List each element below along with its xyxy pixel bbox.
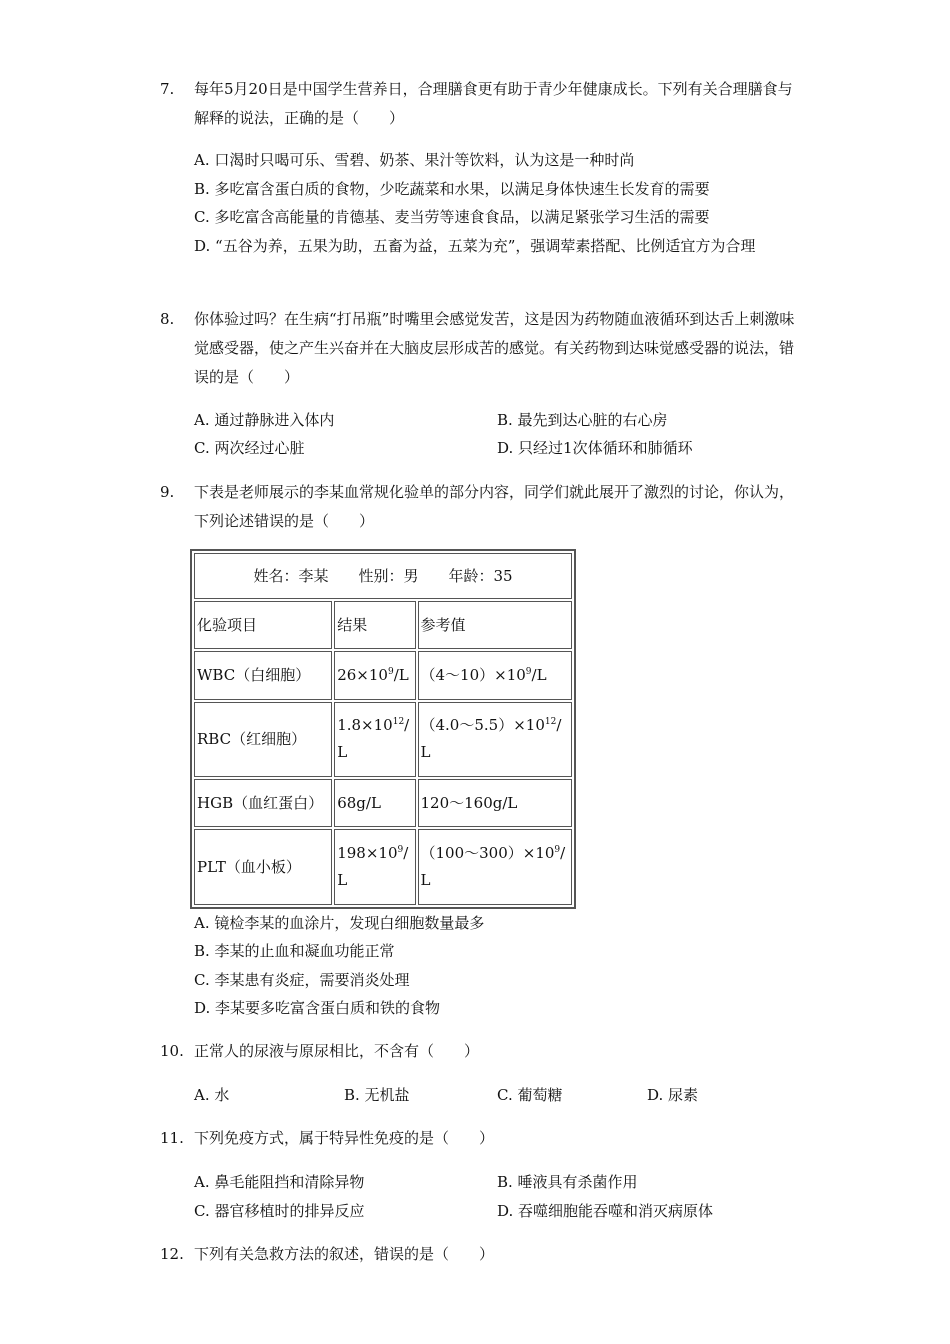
question-number: 10.	[160, 1042, 184, 1060]
column-header: 化验项目	[194, 601, 332, 649]
option-11c: C. 器官移植时的排异反应	[194, 1202, 365, 1220]
option-11b: B. 唾液具有杀菌作用	[497, 1173, 638, 1191]
blood-test-table	[190, 549, 576, 909]
option-10a: A. 水	[194, 1086, 230, 1104]
question-9	[160, 478, 800, 536]
option-8c: C. 两次经过心脏	[194, 439, 305, 457]
table-row	[194, 702, 572, 778]
test-result: $1.8\times 10^{12}/L$	[334, 702, 415, 778]
option-8b: B. 最先到达心脏的右心房	[497, 411, 668, 429]
table-header-row	[194, 553, 572, 599]
test-reference: 120～160g/L	[418, 779, 573, 827]
test-result: 68g/L	[334, 779, 415, 827]
question-7	[160, 75, 800, 133]
test-reference: $(100\sim 300)\times 10^9/L$	[418, 829, 573, 905]
option-7b: B. 多吃富含蛋白质的食物，少吃蔬菜和水果，以满足身体快速生长发育的需要	[194, 180, 710, 198]
option-7a: A. 口渴时只喝可乐、雪碧、奶茶、果汁等饮料，认为这是一种时尚	[194, 151, 635, 169]
table-row	[194, 651, 572, 699]
table-column-row	[194, 601, 572, 649]
patient-name: 姓名：李某	[253, 566, 329, 585]
option-11a: A. 鼻毛能阻挡和清除异物	[194, 1173, 365, 1191]
question-stem: 正常人的尿液与原尿相比，不含有（ ）	[194, 1042, 480, 1060]
option-8a: A. 通过静脉进入体内	[194, 411, 335, 429]
option-10c: C. 葡萄糖	[497, 1086, 563, 1104]
column-header: 参考值	[418, 601, 573, 649]
test-result: $198\times 10^9/L$	[334, 829, 415, 905]
option-9d: D. 李某要多吃富含蛋白质和铁的食物	[194, 999, 441, 1017]
option-9b: B. 李某的止血和凝血功能正常	[194, 942, 395, 960]
table-row	[194, 779, 572, 827]
column-header: 结果	[334, 601, 415, 649]
table-row	[194, 829, 572, 905]
question-stem: 下列有关急救方法的叙述，错误的是（ ）	[194, 1245, 495, 1263]
test-item: WBC（白细胞）	[194, 651, 332, 699]
test-item: HGB（血红蛋白）	[194, 779, 332, 827]
patient-gender: 性别：男	[358, 566, 419, 585]
question-10	[160, 1037, 800, 1066]
test-reference: $(4.0\sim 5.5)\times 10^{12}/L$	[418, 702, 573, 778]
option-8d: D. 只经过1次体循环和肺循环	[497, 439, 693, 457]
question-8	[160, 305, 800, 392]
test-reference: $(4\sim 10)\times 10^9/L$	[418, 651, 573, 699]
option-9c: C. 李某患有炎症，需要消炎处理	[194, 971, 410, 989]
test-item: RBC（红细胞）	[194, 702, 332, 778]
option-10d: D. 尿素	[647, 1086, 699, 1104]
question-number: 9.	[160, 483, 175, 501]
option-10b: B. 无机盐	[344, 1086, 410, 1104]
test-result: $26\times 10^9/L$	[334, 651, 415, 699]
question-stem: 每年5月20日是中国学生营养日，合理膳食更有助于青少年健康成长。下列有关合理膳食与解释的说法，正确的是（ ）	[194, 80, 793, 127]
question-12	[160, 1240, 800, 1269]
question-stem: 下表是老师展示的李某血常规化验单的部分内容，同学们就此展开了激烈的讨论，你认为，下列论述错误的是（ ）	[194, 483, 795, 530]
question-11	[160, 1124, 800, 1153]
question-number: 8.	[160, 310, 175, 328]
question-number: 12.	[160, 1245, 184, 1263]
option-7d: D. “五谷为养，五果为助，五畜为益，五菜为充”，强调荤素搭配、比例适宜方为合理	[194, 237, 756, 255]
option-9a: A. 镜检李某的血涂片，发现白细胞数量最多	[194, 914, 485, 932]
test-item: PLT（血小板）	[194, 829, 332, 905]
patient-info	[194, 553, 572, 599]
question-number: 11.	[160, 1129, 184, 1147]
patient-age: 年龄：35	[448, 566, 513, 585]
question-stem: 下列免疫方式，属于特异性免疫的是（ ）	[194, 1129, 495, 1147]
question-number: 7.	[160, 80, 175, 98]
option-11d: D. 吞噬细胞能吞噬和消灭病原体	[497, 1202, 714, 1220]
option-7c: C. 多吃富含高能量的肯德基、麦当劳等速食食品，以满足紧张学习生活的需要	[194, 208, 710, 226]
question-stem: 你体验过吗？在生病“打吊瓶”时嘴里会感觉发苦，这是因为药物随血液循环到达舌上刺激味觉感受器，使之产生兴奋并在大脑皮层形成苦的感觉。有关药物到达味觉感受器的说法，错误的是（ ）	[194, 310, 795, 386]
